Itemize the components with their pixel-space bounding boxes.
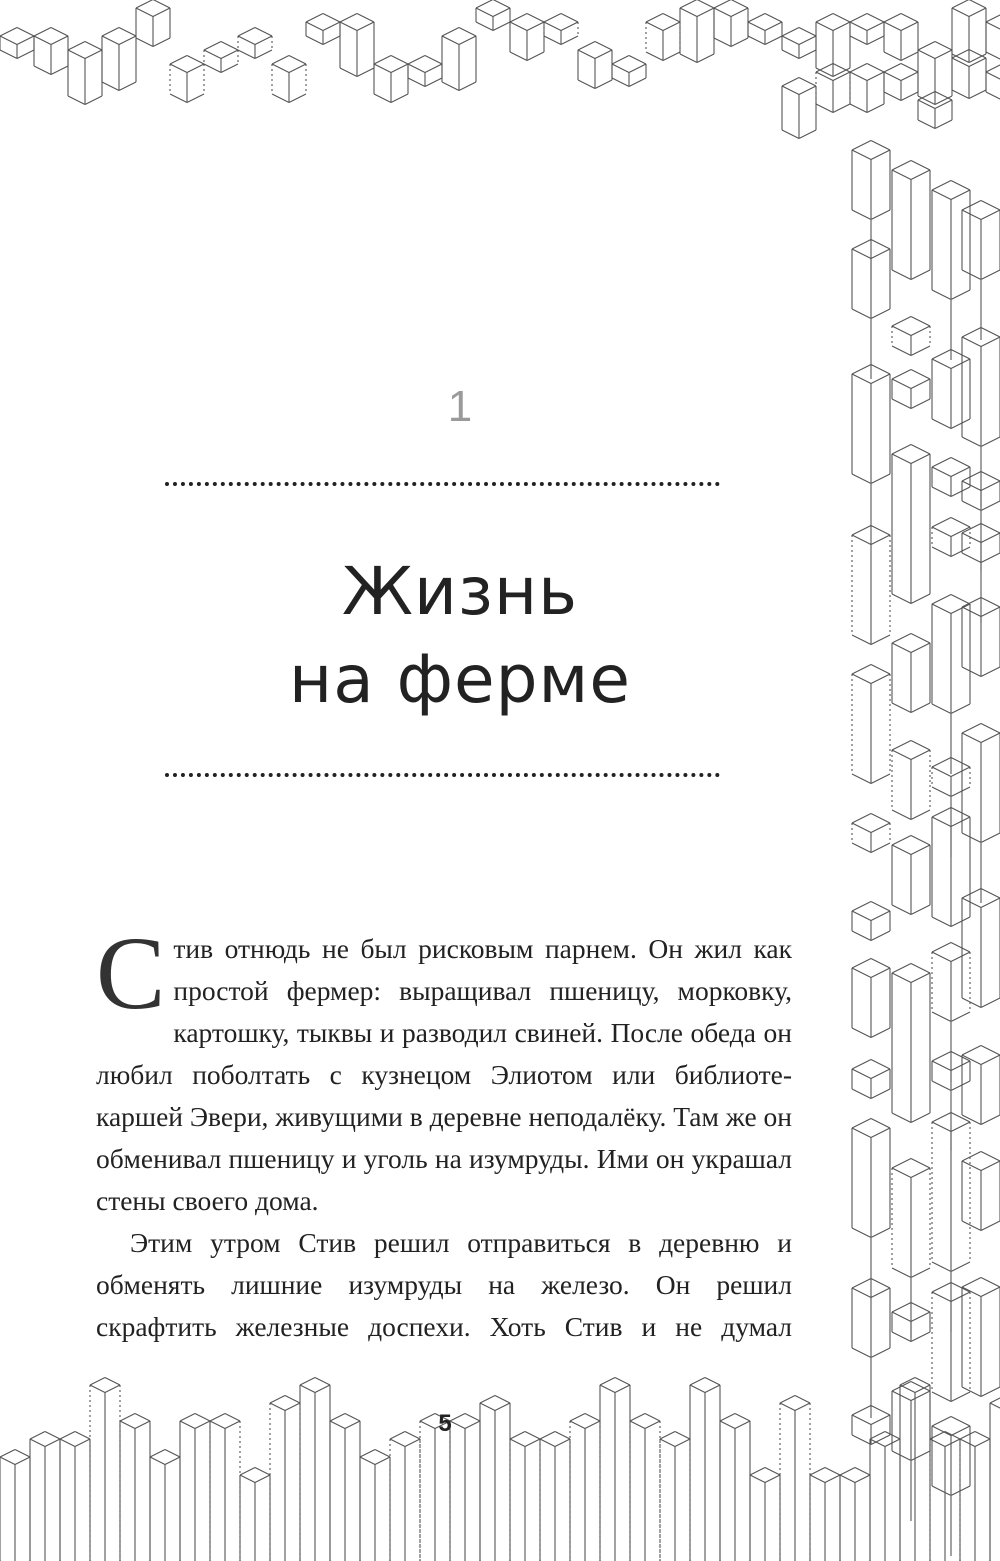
drop-cap: С — [96, 916, 166, 1031]
paragraph-2: Этим утром Стив решил отправиться в деревню и обменять лишние изумруды на железо. Он решил скрафтить железные доспехи. Хоть Стив и не думал — [96, 1227, 792, 1342]
paragraph-1 — [96, 916, 792, 1222]
dotted-divider-bottom — [165, 773, 720, 777]
chapter-number: 1 — [447, 382, 473, 431]
chapter-title — [160, 548, 760, 724]
body-text — [96, 916, 792, 1348]
chapter-title-line-2: на ферме — [289, 641, 631, 718]
paragraph-1-text: тив отнюдь не был рисковым парнем. Он жил как простой фермер: выращивал пшеницу, морковку, картошку, тыквы и разводил свиней. После обеда он любил поболтать с кузнецом Элиотом или библиотекаршей Эвери, живущими в деревне неподалёку. Там же он обменивал пшеницу и уголь на изумруды. Ими он украшал стены своего дома. — [96, 933, 792, 1216]
chapter-title-line-1: Жизнь — [341, 553, 579, 630]
page-number: 5 — [438, 1410, 452, 1437]
dotted-divider-top — [165, 482, 720, 486]
